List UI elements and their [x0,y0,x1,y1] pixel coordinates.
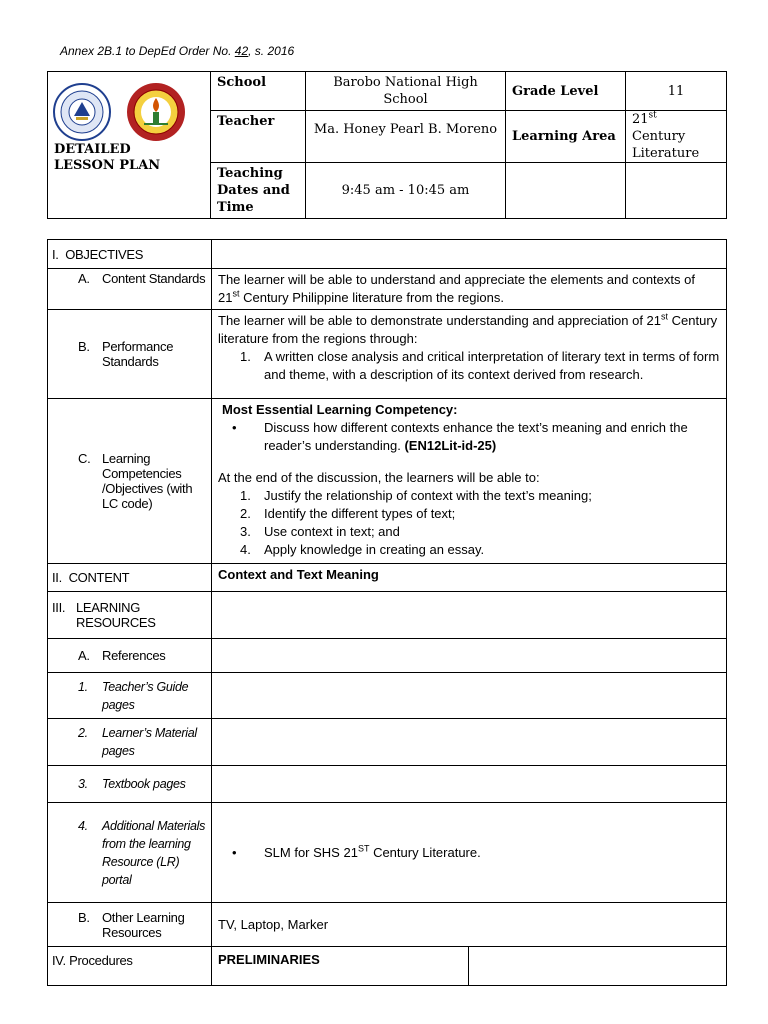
other-resources-label: B. Other Learning Resources [48,903,212,947]
table-row [48,310,727,399]
annex-suffix: , s. 2016 [248,44,295,58]
table-row [48,903,727,947]
list-item: 4. Apply knowledge in creating an essay. [240,542,485,557]
empty-cell [506,163,626,219]
competencies-label: C. Learning Competencies /Objectives (with LC code) [48,399,212,564]
table-row [48,803,727,903]
annex-reference [60,44,294,58]
list-item: 2. Identify the different types of text; [240,506,456,521]
bullet: • [232,420,237,435]
table-row [48,269,727,310]
annex-order-no: 42 [234,44,249,58]
objectives-value [212,240,727,269]
teachers-guide-value [212,673,727,719]
procedures-value: PRELIMINARIES [212,947,469,986]
table-row [48,673,727,719]
table-row [48,639,727,673]
learners-material-value [212,719,727,766]
performance-standards-label: B. Performance Standards [48,310,212,399]
melc-title: Most Essential Learning Competency: [222,402,458,417]
objectives-list [218,487,720,559]
performance-standards-value: The learner will be able to demonstrate understanding and appreciation of 21st Century literature from the regions through: 1. A written close analysis and critical interpretation of literary text in terms of form and theme, with a description of its context derived from research. [212,310,727,399]
references-value [212,639,727,673]
learning-area-value: 21st Century Literature [626,111,727,163]
learning-resources-label: III. LEARNING RESOURCES [48,592,212,639]
school-seal-icon [127,83,185,141]
teaching-dates-label: Teaching Dates and Time [211,163,306,219]
grade-level-label: Grade Level [506,72,626,111]
header-table [47,71,727,219]
other-resources-value: TV, Laptop, Marker [212,903,727,947]
content-value: Context and Text Meaning [212,564,727,592]
table-row [48,399,727,564]
additional-materials-label: 4. Additional Materials from the learning Resource (LR) portal [48,803,212,903]
logo-cell [48,72,211,219]
table-row [48,240,727,269]
references-label: A. References [48,639,212,673]
list-item: 3. Use context in text; and [240,524,400,539]
school-value: Barobo National High School [306,72,506,111]
seals [52,82,202,142]
school-label: School [211,72,306,111]
teachers-guide-label: 1. Teacher’s Guide pages [48,673,212,719]
table-row [48,719,727,766]
content-standards-label: A. Content Standards [48,269,212,310]
learners-material-label: 2. Learner’s Material pages [48,719,212,766]
lesson-table [47,239,727,986]
table-row [48,564,727,592]
learning-resources-value [212,592,727,639]
textbook-value [212,766,727,803]
teaching-dates-value: 9:45 am - 10:45 am [306,163,506,219]
deped-seal-icon [54,84,110,140]
textbook-label: 3. Textbook pages [48,766,212,803]
teacher-value: Ma. Honey Pearl B. Moreno [306,111,506,163]
learning-area-label: Learning Area [506,111,626,163]
table-row [48,947,727,986]
table-row [48,766,727,803]
grade-level-value: 11 [626,72,727,111]
bullet: • [232,844,237,860]
additional-materials-value: • SLM for SHS 21ST Century Literature. [212,803,727,903]
annex-prefix: Annex 2B.1 to DepEd Order No. [60,44,232,58]
content-standards-value: The learner will be able to understand and appreciate the elements and contexts of 21st Century Philippine literature from the regions. [212,269,727,310]
objectives-intro: At the end of the discussion, the learners will be able to: [218,470,540,485]
content-label: II. CONTENT [48,564,212,592]
procedures-extra [469,947,727,986]
procedures-label: IV. Procedures [48,947,212,986]
competencies-value: Most Essential Learning Competency: • Discuss how different contexts enhance the text’s meaning and enrich the reader’s understanding. (EN12Lit-id-25) At the end of the discussion, the learners will be able to: 1. Justify the relationship of context with the text’s meaning; 2. Identify the different types of text; 3. Use context in text; and 4. Apply knowledge in creating an essay. [212,399,727,564]
table-row [48,592,727,639]
objectives-label: I. OBJECTIVES [48,240,212,269]
logos [52,82,202,142]
teacher-label: Teacher [211,111,306,163]
list-item: 1. Justify the relationship of context with the text’s meaning; [240,488,592,503]
empty-cell [626,163,727,219]
dlp-title: DETAILED LESSON PLAN [54,142,161,173]
